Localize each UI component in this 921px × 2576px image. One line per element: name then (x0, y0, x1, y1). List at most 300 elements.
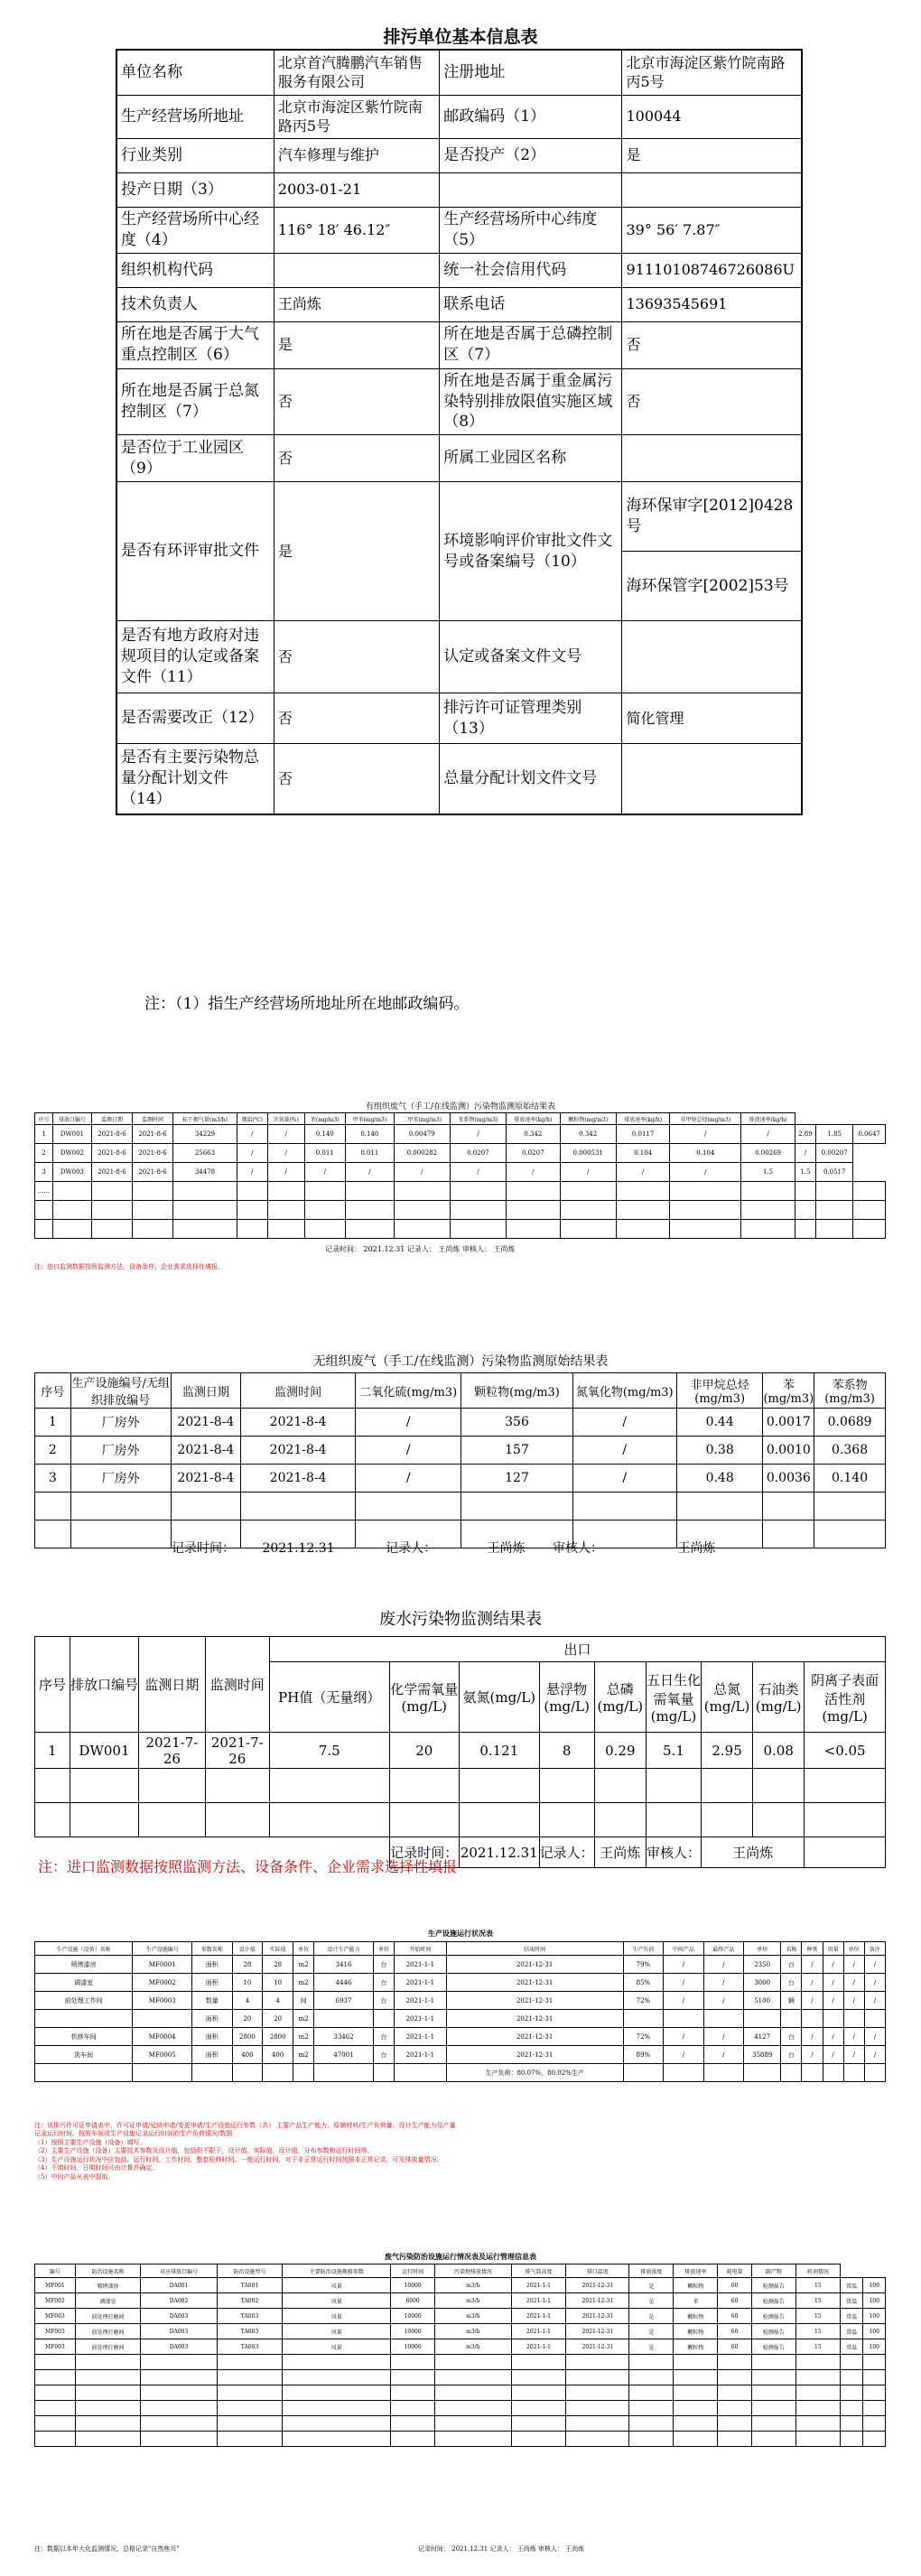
table-cell: 60 (718, 2324, 751, 2339)
info-row (116, 287, 802, 321)
table-cell: / (356, 1437, 461, 1465)
empty-cell (391, 2432, 435, 2447)
column-header: 含氧量(%) (267, 1113, 304, 1125)
column-header: 设计值 (232, 1942, 263, 1956)
column-header: 单位 (843, 1942, 864, 1956)
table-cell (314, 2064, 374, 2082)
sign-reviewer: 王尚炼 (702, 1837, 805, 1868)
empty-cell (566, 2370, 629, 2385)
table-cell: 10 (232, 1974, 263, 1992)
column-header: 二氧化硫(mg/m3) (356, 1373, 461, 1409)
table-cell: / (823, 2046, 843, 2064)
eia-doc-number: 海环保审字[2012]0428号 (626, 497, 794, 536)
table-cell: 1 (35, 1733, 70, 1769)
header-row (35, 1942, 886, 1956)
empty-cell (52, 1201, 91, 1220)
empty-cell (795, 1220, 815, 1239)
empty-row (35, 1201, 886, 1220)
table-cell: 是 (629, 2309, 674, 2324)
header-row (35, 1113, 886, 1125)
table-cell: 检测报告 (751, 2324, 795, 2339)
table-cell: <0.05 (805, 1733, 886, 1769)
control-facility-table (34, 2264, 886, 2447)
production-title: 生产设施运行状况表 (428, 1929, 493, 1938)
table-cell: 2021-1-1 (395, 1974, 447, 1992)
table-cell: 台 (781, 2028, 802, 2046)
table-cell: 颗粒物 (674, 2324, 718, 2339)
table-cell: 0.104 (670, 1144, 741, 1163)
empty-cell (560, 1220, 616, 1239)
table-cell: / (802, 2046, 823, 2064)
table-cell: 颗粒物 (674, 2278, 718, 2293)
table-cell: 10000 (391, 2309, 435, 2324)
empty-cell (506, 1201, 560, 1220)
column-header: 排放速率(kg/h) (616, 1113, 670, 1125)
table-cell: TA002 (217, 2293, 283, 2309)
table-cell: 辆 (781, 1992, 802, 2010)
empty-row (35, 2355, 886, 2370)
table-cell: / (572, 1465, 676, 1493)
eia-doc-number: 海环保管字[2002]53号 (622, 552, 801, 621)
empty-cell (283, 2385, 391, 2401)
table-row (35, 2064, 886, 2082)
table-cell: 2800 (232, 2028, 263, 2046)
empty-cell (141, 2385, 217, 2401)
table-cell: / (864, 2028, 885, 2046)
eia-doc-list (622, 482, 801, 620)
info-value: 是 (622, 138, 802, 172)
table-cell: 2021-12-31 (566, 2278, 629, 2293)
info-value: 39° 56′ 7.87″ (622, 207, 802, 253)
info-value (274, 253, 439, 287)
column-header: 总氮(mg/L) (702, 1662, 753, 1733)
empty-cell (763, 1520, 814, 1548)
info-value-group (622, 482, 802, 621)
table-cell: 0.00207 (815, 1144, 853, 1163)
column-header: 颗粒物(mg/m3) (560, 1113, 616, 1125)
empty-cell (237, 1220, 267, 1239)
table-cell: 面积 (192, 1956, 232, 1974)
table-cell (703, 2010, 743, 2028)
table-cell: / (802, 1992, 823, 2010)
empty-cell (267, 1220, 304, 1239)
empty-cell (751, 2432, 795, 2447)
table-cell: DA003 (141, 2339, 217, 2355)
empty-cell (511, 2355, 566, 2370)
table-cell (52, 1182, 91, 1201)
empty-cell (91, 1220, 132, 1239)
table-cell: / (843, 1992, 864, 2010)
table-row (35, 1182, 886, 1201)
table-cell: 2021-12-31 (446, 1992, 623, 2010)
empty-cell (511, 2416, 566, 2432)
table-cell: 100 (863, 2339, 886, 2355)
empty-cell (391, 2355, 435, 2370)
column-header: 排放速率(kg/h) (506, 1113, 560, 1125)
table-cell: / (267, 1144, 304, 1163)
info-row (116, 693, 802, 744)
table-cell (133, 2010, 192, 2028)
empty-cell (132, 1201, 172, 1220)
info-row (116, 253, 802, 287)
table-cell: 常温 (840, 2339, 863, 2355)
fugitive-gas-sign (172, 1539, 715, 1557)
column-header: 单位 (373, 1942, 394, 1956)
table-cell: 颗粒物 (674, 2339, 718, 2355)
empty-cell (795, 2432, 840, 2447)
info-label (440, 172, 622, 207)
table-cell: 常温 (840, 2293, 863, 2309)
table-cell: 2021-8-4 (171, 1437, 241, 1465)
table-cell (741, 1182, 795, 1201)
empty-cell (35, 1220, 53, 1239)
empty-cell (35, 2385, 76, 2401)
empty-cell (674, 2432, 718, 2447)
info-value: 北京市海淀区紫竹院南路丙5号 (274, 95, 439, 138)
empty-cell (141, 2401, 217, 2416)
empty-cell (594, 1803, 646, 1837)
info-value: 汽车修理与维护 (274, 138, 439, 172)
empty-cell (171, 1493, 241, 1520)
column-header: 非甲烷总烃(mg/m3) (676, 1373, 763, 1409)
empty-cell (70, 1520, 171, 1548)
footer-sign: 记录时间： 2021.12.31 记录人： 王尚炼 审核人： 王尚炼 (417, 2545, 585, 2553)
empty-cell (450, 1220, 506, 1239)
table-cell: 0.44 (676, 1409, 763, 1437)
info-value: 简化管理 (622, 693, 802, 744)
empty-cell (616, 1201, 670, 1220)
empty-cell (840, 2432, 863, 2447)
column-header: 序号 (35, 1113, 53, 1125)
table-cell: / (356, 1465, 461, 1493)
table-cell: 89% (623, 2046, 663, 2064)
table-cell: 10 (263, 1974, 293, 1992)
info-label: 组织机构代码 (116, 253, 274, 287)
table-cell: 2021-12-31 (446, 1956, 623, 1974)
table-cell: m2 (293, 2028, 314, 2046)
table-row (35, 2324, 886, 2339)
header-group-row (35, 1637, 886, 1662)
table-cell: 28 (263, 1956, 293, 1974)
column-header: 苯系物(mg/m3) (814, 1373, 886, 1409)
table-row (35, 1144, 886, 1163)
table-cell: DA001 (141, 2278, 217, 2293)
empty-cell (795, 2370, 840, 2385)
table-cell: 2021-1-1 (395, 1992, 447, 2010)
column-header: 监测日期 (139, 1637, 205, 1733)
empty-cell (753, 1769, 805, 1803)
table-cell: / (670, 1163, 741, 1182)
empty-cell (840, 2416, 863, 2432)
table-cell: / (823, 2028, 843, 2046)
table-cell: 25663 (173, 1144, 237, 1163)
info-label: 所在地是否属于总氮控制区（7） (116, 368, 274, 435)
column-header: 颗粒物(mg/m3) (461, 1373, 572, 1409)
table-cell (743, 2010, 780, 2028)
column-header: 排气筒高度 (511, 2264, 566, 2278)
table-cell: 颗粒物 (674, 2309, 718, 2324)
table-cell: 喷烤漆房 (35, 1956, 133, 1974)
info-value: 否 (274, 368, 439, 435)
empty-cell (572, 1493, 676, 1520)
empty-cell (205, 1803, 269, 1837)
empty-cell (840, 2355, 863, 2370)
table-cell: 调漆室 (35, 1974, 133, 1992)
table-cell: DA003 (141, 2324, 217, 2339)
info-row (116, 95, 802, 138)
table-cell (173, 1182, 237, 1201)
table-cell: 2021-8-4 (241, 1465, 356, 1493)
empty-cell (173, 1201, 237, 1220)
table-cell: TA001 (217, 2278, 283, 2293)
table-cell: 2021-12-31 (446, 1974, 623, 1992)
table-cell (263, 2064, 293, 2082)
empty-cell (283, 2432, 391, 2447)
column-header: 中间产品 (664, 1942, 703, 1956)
table-cell: 是 (629, 2293, 674, 2309)
column-header: 苯(mg/m3) (304, 1113, 345, 1125)
table-cell: 洗车间 (35, 2046, 133, 2064)
table-cell: 4127 (743, 2028, 780, 2046)
column-header: 氨氮(mg/L) (460, 1662, 540, 1733)
table-cell: 苯 (674, 2293, 718, 2309)
empty-cell (674, 2385, 718, 2401)
info-row (116, 744, 802, 814)
table-cell: 生产负荷：80.07%，80.02%生产 (446, 2064, 623, 2082)
empty-cell (70, 1803, 138, 1837)
empty-cell (283, 2416, 391, 2432)
table-cell (506, 1182, 560, 1201)
wastewater-note: 注：进口监测数据按照监测方法、设备条件、企业需求选择性填报 (38, 1858, 458, 1875)
empty-cell (629, 2385, 674, 2401)
table-cell: 2021-8-6 (91, 1163, 132, 1182)
empty-cell (795, 2385, 840, 2401)
table-cell: m3/h (435, 2293, 511, 2309)
table-cell: DW001 (70, 1733, 138, 1769)
empty-cell (566, 2432, 629, 2447)
empty-cell (435, 2355, 511, 2370)
table-cell: / (795, 1144, 815, 1163)
table-cell: 0.48 (676, 1465, 763, 1493)
table-cell: 356 (461, 1409, 572, 1437)
table-cell: / (237, 1144, 267, 1163)
table-cell (623, 2010, 663, 2028)
table-cell (670, 1182, 741, 1201)
table-cell: 15 (795, 2324, 840, 2339)
empty-cell (75, 2355, 141, 2370)
table-cell (781, 2064, 802, 2082)
table-cell: / (345, 1163, 394, 1182)
table-cell: / (664, 2028, 703, 2046)
table-cell: / (823, 1992, 843, 2010)
empty-cell (718, 2416, 751, 2432)
column-header: 单位 (743, 1942, 780, 1956)
table-cell: m2 (293, 2046, 314, 2064)
table-cell: 0.29 (594, 1733, 646, 1769)
info-label: 是否投产（2） (440, 138, 622, 172)
table-cell: / (703, 1974, 743, 1992)
info-value: 13693545691 (622, 287, 802, 321)
table-row (35, 2010, 886, 2028)
table-cell: 20 (389, 1733, 459, 1769)
table-cell: 3416 (314, 1956, 374, 1974)
table-row (35, 1163, 886, 1182)
organized-gas-table (34, 1112, 886, 1239)
info-label: 统一社会信用代码 (440, 253, 622, 287)
table-cell: MF001 (35, 2278, 76, 2293)
empty-cell (75, 2370, 141, 2385)
table-cell (192, 2064, 232, 2082)
column-header: 排放速率 (674, 2264, 718, 2278)
table-cell: 面积 (192, 2010, 232, 2028)
column-header: 主要防治设施规格参数 (283, 2264, 391, 2278)
table-cell: 0.140 (345, 1125, 394, 1144)
note-line: 注：该排污许可证申请表中，许可证申请/延续申请/变更申请/生产设施运行参数（共） 主要产品生产能力、原辅材料/生产负荷量、设计生产能力及产量 (34, 2122, 456, 2129)
column-header: 最终产品 (703, 1942, 743, 1956)
empty-cell (751, 2370, 795, 2385)
table-cell: 调漆室 (75, 2293, 141, 2309)
table-cell (373, 2010, 394, 2028)
empty-cell (75, 2416, 141, 2432)
table-cell: / (304, 1163, 345, 1182)
table-cell: 0.0010 (763, 1437, 814, 1465)
info-label: 生产经营场所中心经度（4） (116, 207, 274, 253)
table-cell: m2 (293, 2010, 314, 2028)
empty-cell (676, 1493, 763, 1520)
empty-cell (863, 2370, 886, 2385)
empty-cell (566, 2385, 629, 2401)
info-label: 所属工业园区名称 (440, 435, 622, 482)
column-header: 苯系物(mg/m3) (450, 1113, 506, 1125)
empty-cell (753, 1803, 805, 1837)
info-label: 总量分配计划文件文号 (440, 744, 622, 814)
info-value: 否 (622, 368, 802, 435)
table-cell: 60 (718, 2309, 751, 2324)
info-value: 否 (274, 621, 439, 693)
table-cell: 台 (781, 1974, 802, 1992)
info-row (116, 435, 802, 482)
table-cell: 60 (718, 2293, 751, 2309)
column-header: 排放浓度 (629, 2264, 674, 2278)
info-label: 是否需要改正（12） (116, 693, 274, 744)
table-cell: 2800 (263, 2028, 293, 2046)
table-row (35, 1465, 886, 1493)
empty-cell (815, 1201, 853, 1220)
empty-cell (217, 2370, 283, 2385)
empty-cell (217, 2416, 283, 2432)
table-cell: 100 (863, 2293, 886, 2309)
info-value: 北京市海淀区紫竹院南路丙5号 (622, 50, 802, 95)
empty-cell (217, 2401, 283, 2416)
empty-cell (304, 1201, 345, 1220)
empty-cell (237, 1201, 267, 1220)
table-cell: 2021-1-1 (511, 2309, 566, 2324)
info-label: 是否有环评审批文件 (116, 482, 274, 621)
column-header: 氮氧化物(mg/m3) (572, 1373, 676, 1409)
table-cell: 0.000282 (394, 1144, 450, 1163)
table-row (35, 2339, 886, 2355)
table-cell: 2021-1-1 (395, 2046, 447, 2064)
table-cell: 5.1 (646, 1733, 701, 1769)
empty-cell (805, 1803, 886, 1837)
table-cell: 0.140 (304, 1125, 345, 1144)
info-value: 王尚炼 (274, 287, 439, 321)
note-line: （5）中间产品从表中提取。 (34, 2172, 115, 2181)
column-header: 编号 (35, 2264, 76, 2278)
empty-row (35, 2370, 886, 2385)
table-cell: 面积 (192, 1974, 232, 1992)
empty-cell (629, 2416, 674, 2432)
table-cell (560, 1182, 616, 1201)
table-row (35, 1733, 886, 1769)
table-row (35, 1992, 886, 2010)
empty-cell (141, 2432, 217, 2447)
table-cell: 6937 (314, 1992, 374, 2010)
table-cell: 100 (863, 2309, 886, 2324)
table-cell: ...... (35, 1182, 53, 1201)
table-row (35, 2046, 886, 2064)
table-cell: 4 (263, 1992, 293, 2010)
table-cell: / (703, 2046, 743, 2064)
empty-cell (560, 1201, 616, 1220)
table-cell (616, 1182, 670, 1201)
table-cell: 面积 (192, 2046, 232, 2064)
table-cell: / (237, 1125, 267, 1144)
empty-row (35, 1493, 886, 1520)
table-cell: 400 (263, 2046, 293, 2064)
table-cell: 0.0517 (815, 1163, 853, 1182)
table-cell (664, 2064, 703, 2082)
column-header: 耗电量 (718, 2264, 751, 2278)
info-value: 否 (274, 693, 439, 744)
table-cell: 2021-8-6 (91, 1125, 132, 1144)
empty-cell (283, 2355, 391, 2370)
table-cell: 2021-12-31 (446, 2028, 623, 2046)
table-cell: / (864, 1974, 885, 1992)
info-value: 是 (274, 482, 439, 621)
info-label: 是否有地方政府对违规项目的认定或备案文件（11） (116, 621, 274, 693)
empty-cell (389, 1803, 459, 1837)
column-header: 苯(mg/m3) (763, 1373, 814, 1409)
info-label: 环境影响评价审批文件文号或备案编号（10） (440, 482, 622, 621)
column-header: 实际值 (263, 1942, 293, 1956)
table-cell: m3/h (435, 2278, 511, 2293)
info-value: 91110108746726086U (622, 253, 802, 287)
table-cell (293, 2064, 314, 2082)
table-cell (703, 2064, 743, 2082)
empty-cell (389, 1769, 459, 1803)
empty-cell (356, 1493, 461, 1520)
table-cell: 0.011 (304, 1144, 345, 1163)
empty-cell (539, 1803, 594, 1837)
empty-cell (805, 1837, 886, 1868)
info-label: 生产经营场所中心纬度（5） (440, 207, 622, 253)
info-row (116, 50, 802, 95)
info-label: 技术负责人 (116, 287, 274, 321)
table-cell: 0.0117 (616, 1125, 670, 1144)
info-value (622, 435, 802, 482)
table-cell: MF0004 (133, 2028, 192, 2046)
column-header: 监测日期 (171, 1373, 241, 1409)
table-cell: 10000 (391, 2324, 435, 2339)
empty-cell (139, 1803, 205, 1837)
empty-cell (863, 2416, 886, 2432)
header-row (35, 2264, 886, 2278)
column-header: 序号 (35, 1637, 70, 1733)
table-cell: 0.38 (676, 1437, 763, 1465)
info-label: 单位名称 (116, 50, 274, 95)
table-cell: 47001 (314, 2046, 374, 2064)
